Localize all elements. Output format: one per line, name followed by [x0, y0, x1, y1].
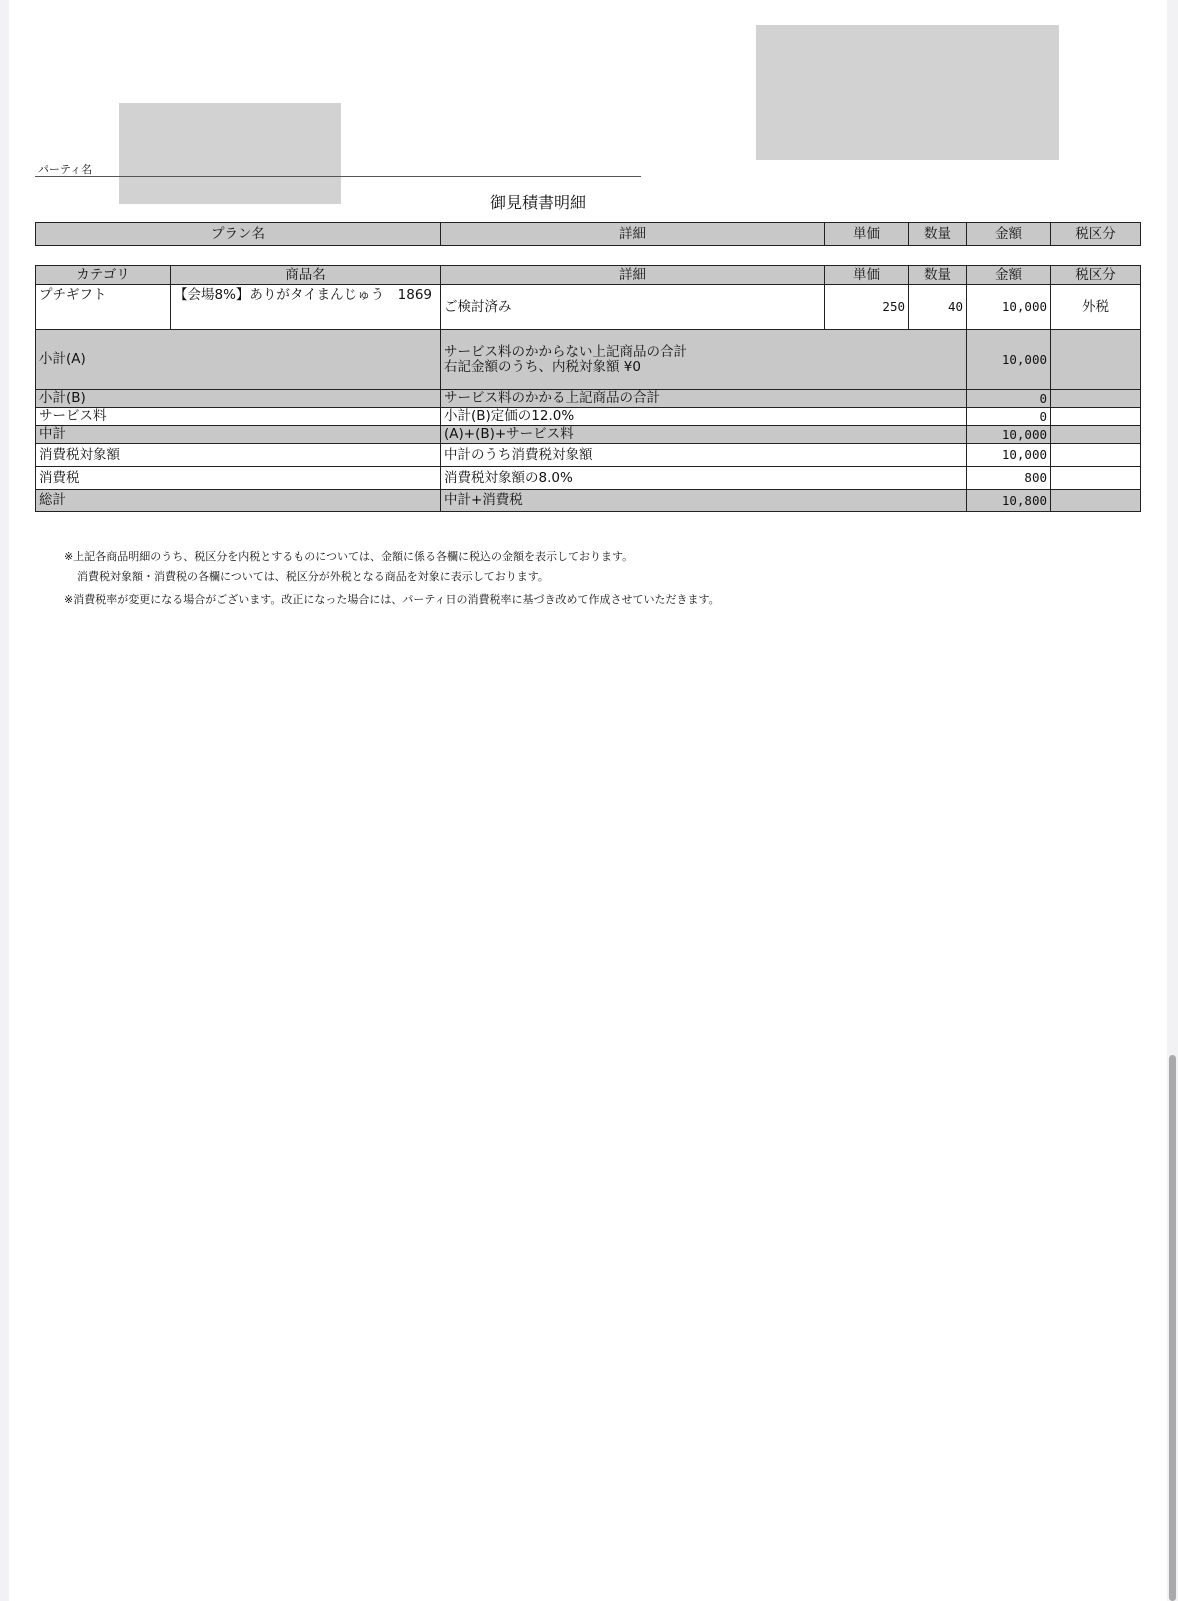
service-fee-amount: 0 — [967, 408, 1051, 426]
note-line-1: ※上記各商品明細のうち、税区分を内税とするものについては、金額に係る各欄に税込の金額を表示しております。 — [64, 550, 634, 563]
scrollbar-track[interactable] — [1167, 0, 1178, 1601]
item-unit-price: 250 — [825, 285, 909, 330]
items-header-category: カテゴリ — [36, 266, 171, 285]
total-tax-cell — [1051, 490, 1141, 512]
plan-header-quantity: 数量 — [909, 223, 967, 246]
total-row — [36, 490, 1141, 512]
midtotal-amount: 10,000 — [967, 426, 1051, 444]
midtotal-tax-cell — [1051, 426, 1141, 444]
subtotal-b-label: 小計(B) — [36, 390, 441, 408]
item-tax-type: 外税 — [1051, 285, 1141, 330]
plan-table-header-row — [36, 223, 1141, 246]
plan-header-unit-price: 単価 — [825, 223, 909, 246]
tax-row — [36, 467, 1141, 490]
item-product-name: 【会場8%】ありがタイまんじゅう 1869 — [171, 285, 441, 330]
document-page — [9, 0, 1167, 1601]
subtotal-b-tax-cell — [1051, 390, 1141, 408]
total-label: 総計 — [36, 490, 441, 512]
redacted-block-party-name — [119, 103, 341, 204]
item-detail: ご検討済み — [441, 285, 825, 330]
service-fee-tax-cell — [1051, 408, 1141, 426]
items-table — [35, 265, 1141, 512]
subtotal-a-row — [36, 330, 1141, 390]
subtotal-a-detail — [441, 330, 967, 390]
tax-detail: 消費税対象額の8.0% — [441, 467, 967, 490]
subtotal-a-detail-line2: 右記金額のうち、内税対象額 ¥0 — [444, 358, 641, 375]
tax-label: 消費税 — [36, 467, 441, 490]
plan-table — [35, 222, 1141, 246]
party-name-underline — [35, 176, 641, 177]
items-header-detail: 詳細 — [441, 266, 825, 285]
items-header-amount: 金額 — [967, 266, 1051, 285]
document-title: 御見積書明細 — [489, 193, 586, 212]
taxable-amount: 10,000 — [967, 444, 1051, 467]
service-fee-row — [36, 408, 1141, 426]
table-row — [36, 285, 1141, 330]
subtotal-b-row — [36, 390, 1141, 408]
taxable-tax-cell — [1051, 444, 1141, 467]
total-amount: 10,800 — [967, 490, 1051, 512]
tax-tax-cell — [1051, 467, 1141, 490]
items-header-unit-price: 単価 — [825, 266, 909, 285]
subtotal-b-amount: 0 — [967, 390, 1051, 408]
taxable-detail: 中計のうち消費税対象額 — [441, 444, 967, 467]
subtotal-b-detail: サービス料のかかる上記商品の合計 — [441, 390, 967, 408]
item-quantity: 40 — [909, 285, 967, 330]
total-detail: 中計+消費税 — [441, 490, 967, 512]
items-header-quantity: 数量 — [909, 266, 967, 285]
items-header-product: 商品名 — [171, 266, 441, 285]
plan-header-tax-type: 税区分 — [1051, 223, 1141, 246]
service-fee-detail: 小計(B)定価の12.0% — [441, 408, 967, 426]
item-category: プチギフト — [36, 285, 171, 330]
midtotal-detail: (A)+(B)+サービス料 — [441, 426, 967, 444]
taxable-label: 消費税対象額 — [36, 444, 441, 467]
midtotal-row — [36, 426, 1141, 444]
plan-header-plan-name: プラン名 — [36, 223, 441, 246]
scrollbar-thumb[interactable] — [1169, 1055, 1176, 1601]
plan-header-amount: 金額 — [967, 223, 1051, 246]
note-line-2: 消費税対象額・消費税の各欄については、税区分が外税となる商品を対象に表示しております。 — [77, 570, 549, 583]
tax-amount: 800 — [967, 467, 1051, 490]
party-name-label: パーティ名 — [38, 163, 93, 176]
items-header-tax-type: 税区分 — [1051, 266, 1141, 285]
items-header-row — [36, 266, 1141, 285]
plan-header-detail: 詳細 — [441, 223, 825, 246]
subtotal-a-tax-cell — [1051, 330, 1141, 390]
item-amount: 10,000 — [967, 285, 1051, 330]
taxable-row — [36, 444, 1141, 467]
subtotal-a-detail-line1: サービス料のかからない上記商品の合計 — [444, 343, 687, 360]
midtotal-label: 中計 — [36, 426, 441, 444]
service-fee-label: サービス料 — [36, 408, 441, 426]
redacted-block-top-right — [756, 25, 1059, 160]
subtotal-a-amount: 10,000 — [967, 330, 1051, 390]
subtotal-a-label: 小計(A) — [36, 330, 441, 390]
note-line-3: ※消費税率が変更になる場合がございます。改正になった場合には、パーティ日の消費税率に基づき改めて作成させていただきます。 — [64, 593, 720, 606]
